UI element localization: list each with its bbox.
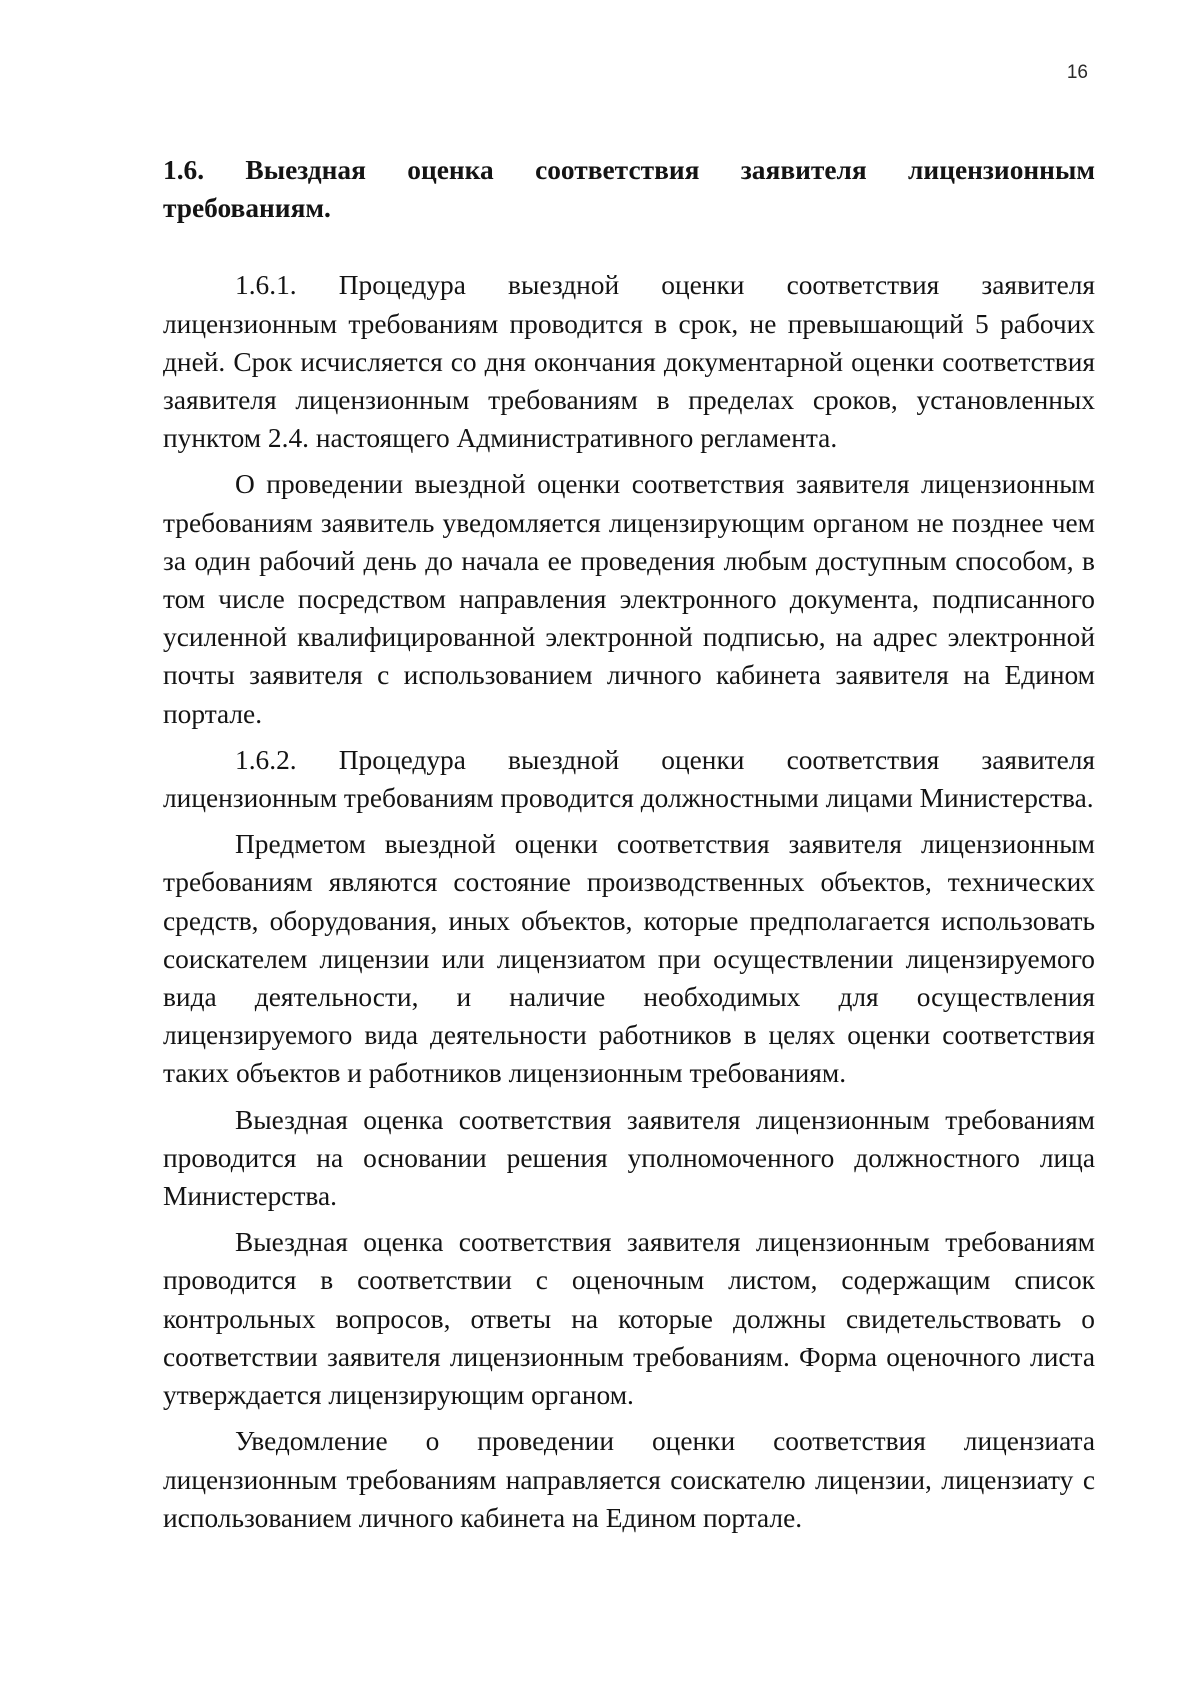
paragraph-licensee-notification: Уведомление о проведении оценки соответствия лицензиата лицензионным требованиям направляется соискателю лицензии, лицензиату с использованием личного кабинета на Едином портале. xyxy=(163,1426,1095,1533)
paragraph-subject: Предметом выездной оценки соответствия заявителя лицензионным требованиям являются состояние производственных объектов, технических средств, оборудования, иных объектов, которые предполагается использовать соискателем лицензии или лицензиатом при осуществлении лицензируемого вида деятельности, и наличие необходимых для осуществления лицензируемого вида деятельности работников в целях оценки соответствия таких объектов и работников лицензионным требованиям. xyxy=(163,829,1095,1089)
page-number: 16 xyxy=(1066,62,1088,83)
paragraph-evaluation-sheet: Выездная оценка соответствия заявителя лицензионным требованиям проводится в соответствии с оценочным листом, содержащим список контрольных вопросов, ответы на которые должны свидетельствовать о соответствии заявителя лицензионным требованиям. Форма оценочного листа утверждается лицензирующим органом. xyxy=(163,1227,1095,1411)
paragraph-decision-basis: Выездная оценка соответствия заявителя лицензионным требованиям проводится на основании решения уполномоченного должностного лица Министерства. xyxy=(163,1104,1095,1212)
paragraph-1-6-2: 1.6.2. Процедура выездной оценки соответствия заявителя лицензионным требованиям проводится должностными лицами Министерства. xyxy=(163,744,1095,814)
paragraph-1-6-1: 1.6.1. Процедура выездной оценки соответствия заявителя лицензионным требованиям проводится в срок, не превышающий 5 рабочих дней. Срок исчисляется со дня окончания документарной оценки соответствия заявителя лицензионным требованиям в пределах сроков, установленных пунктом 2.4. настоящего Административного регламента. xyxy=(163,270,1095,454)
paragraph-notification: О проведении выездной оценки соответствия заявителя лицензионным требованиям заявитель уведомляется лицензирующим органом не позднее чем за один рабочий день до начала ее проведения любым доступным способом, в том числе посредством направления электронного документа, подписанного усиленной квалифицированной электронной подписью, на адрес электронной почты заявителя с использованием личного кабинета заявителя на Едином портале. xyxy=(163,469,1095,729)
section-title: 1.6. Выездная оценка соответствия заявителя лицензионным требованиям. xyxy=(163,155,1095,224)
document-body xyxy=(163,151,1095,1537)
